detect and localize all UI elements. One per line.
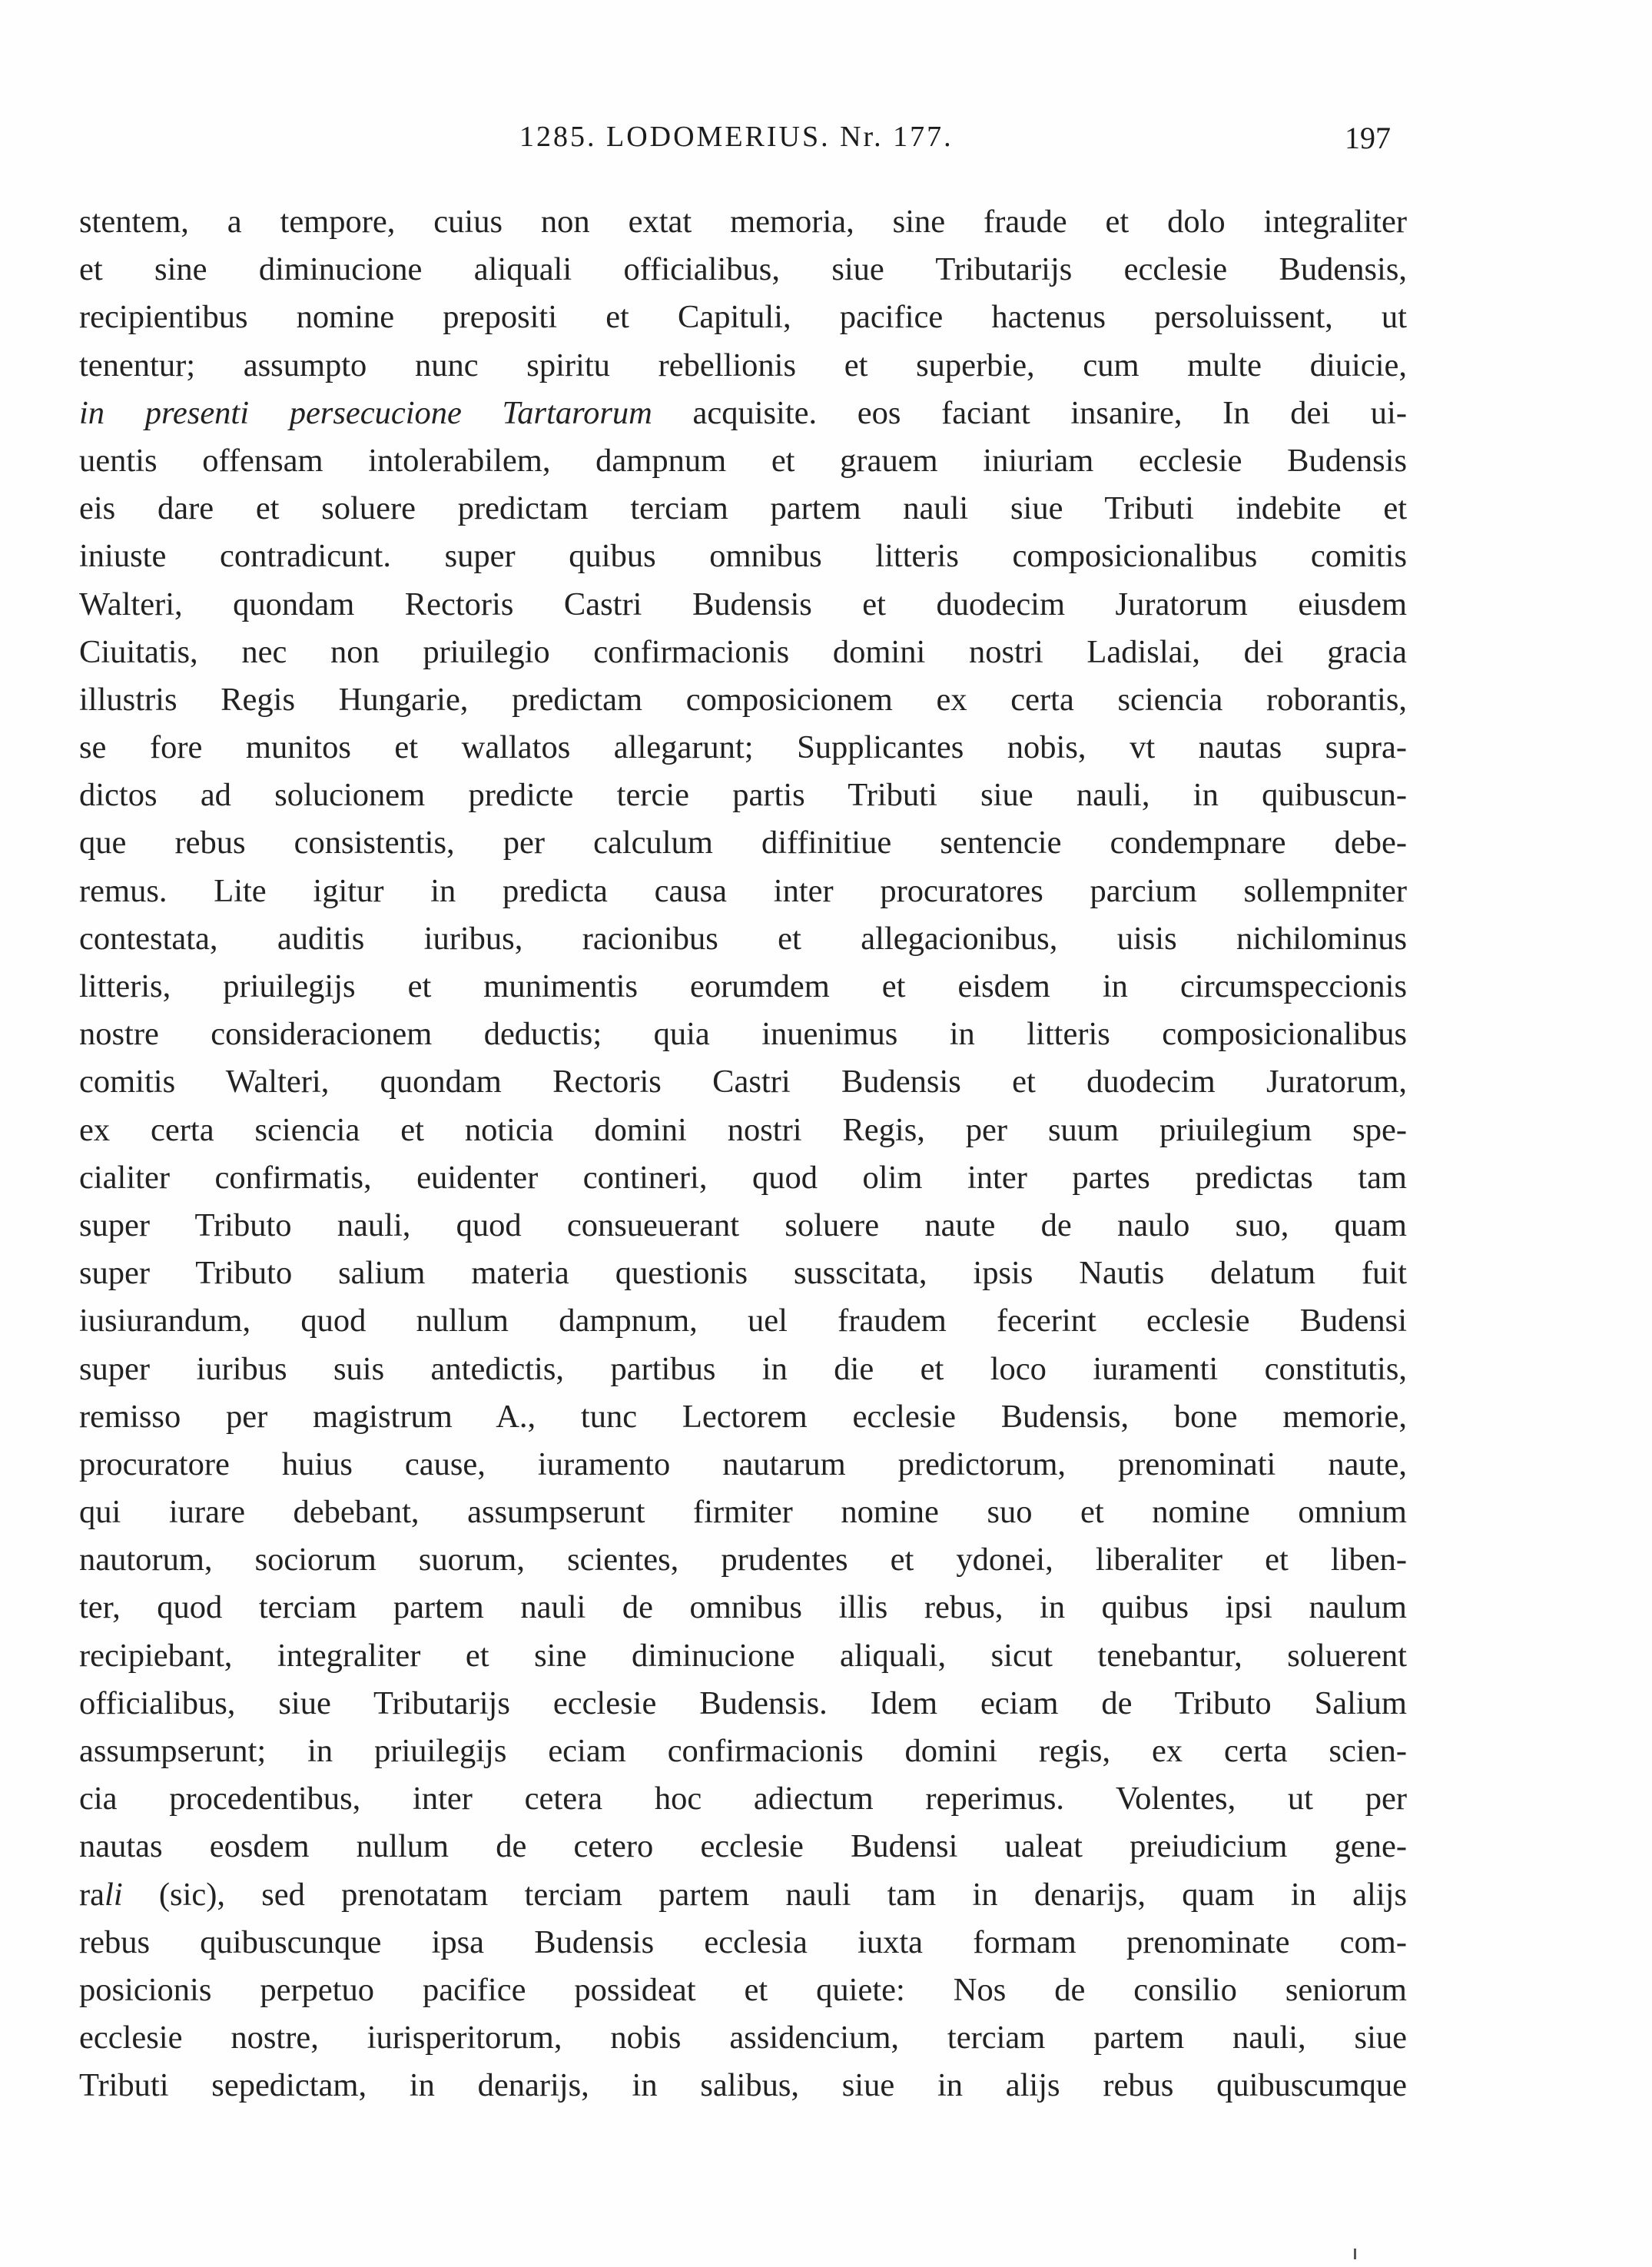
text-line: ecclesie nostre, iurisperitorum, nobis assidencium, terciam partem nauli, siue <box>79 2020 1407 2056</box>
text-line: tenentur; assumpto nunc spiritu rebellionis et superbie, cum multe diuicie, <box>79 347 1407 383</box>
page-number: 197 <box>1345 121 1391 155</box>
text-line: nostre consideracionem deductis; quia inuenimus in litteris composicionalibus <box>79 1016 1407 1053</box>
text-line: iniuste contradicunt. super quibus omnibus litteris composicionalibus comitis <box>79 538 1407 575</box>
text-segment: (sic), sed prenotatam terciam partem nauli tam in denarijs, quam in alijs <box>122 1876 1407 1913</box>
text-line: officialibus, siue Tributarijs ecclesie Budensis. Idem eciam de Tributo Salium <box>79 1684 1407 1721</box>
text-line: recipiebant, integraliter et sine diminucione aliquali, sicut tenebantur, soluerent <box>79 1637 1407 1674</box>
text-line: remus. Lite igitur in predicta causa inter procuratores parcium sollempniter <box>79 872 1407 909</box>
text-line: cia procedentibus, inter cetera hoc adiectum reperimus. Volentes, ut per <box>79 1781 1407 1817</box>
text-line: iusiurandum, quod nullum dampnum, uel fraudem fecerint ecclesie Budensi <box>79 1303 1407 1339</box>
text-line: cialiter confirmatis, euidenter contineri, quod olim inter partes predictas tam <box>79 1159 1407 1196</box>
text-line: ex certa sciencia et noticia domini nostri Regis, per suum priuilegium spe- <box>79 1111 1407 1148</box>
text-line: super Tributo salium materia questionis susscitata, ipsis Nautis delatum fuit <box>79 1255 1407 1292</box>
header-title: 1285. LODOMERIUS. Nr. 177. <box>519 121 954 153</box>
running-head <box>0 120 1652 166</box>
text-line <box>79 390 1407 437</box>
text-line: super Tributo nauli, quod consueuerant soluere naute de naulo suo, quam <box>79 1207 1407 1243</box>
text-line: Ciuitatis, nec non priuilegio confirmacionis domini nostri Ladislai, dei gracia <box>79 633 1407 670</box>
italic-fragment: li <box>104 1876 123 1913</box>
text-line: litteris, priuilegijs et munimentis eorumdem et eisdem in circumspeccionis <box>79 968 1407 1004</box>
text-line: procuratore huius cause, iuramento nautarum predictorum, prenominati naute, <box>79 1446 1407 1482</box>
text-line: qui iurare debebant, assumpserunt firmiter nomine suo et nomine omnium <box>79 1494 1407 1531</box>
text-line: ter, quod terciam partem nauli de omnibus illis rebus, in quibus ipsi naulum <box>79 1589 1407 1626</box>
text-line: remisso per magistrum A., tunc Lectorem ecclesie Budensis, bone memorie, <box>79 1398 1407 1435</box>
text-line: super iuribus suis antedictis, partibus in die et loco iuramenti constitutis, <box>79 1350 1407 1387</box>
text-line: contestata, auditis iuribus, racionibus et allegacionibus, uisis nichilominus <box>79 920 1407 957</box>
text-line <box>79 1871 1407 1919</box>
italic-phrase: in presenti persecucione Tartarorum <box>79 394 652 431</box>
text-line: Tributi sepedictam, in denarijs, in salibus, siue in alijs rebus quibuscumque <box>79 2067 1407 2104</box>
text-segment: ra <box>79 1876 105 1913</box>
text-line: assumpserunt; in priuilegijs eciam confirmacionis domini regis, ex certa scien- <box>79 1733 1407 1769</box>
text-line: nautorum, sociorum suorum, scientes, prudentes et ydonei, liberaliter et liben- <box>79 1542 1407 1578</box>
text-line: Walteri, quondam Rectoris Castri Budensis et duodecim Juratorum eiusdem <box>79 586 1407 622</box>
text-line: comitis Walteri, quondam Rectoris Castri Budensis et duodecim Juratorum, <box>79 1064 1407 1100</box>
text-segment: acquisite. eos faciant insanire, In dei ui- <box>652 394 1407 431</box>
text-line: recipientibus nomine prepositi et Capituli, pacifice hactenus persoluissent, ut <box>79 299 1407 336</box>
text-line: stentem, a tempore, cuius non extat memoria, sine fraude et dolo integraliter <box>79 204 1407 240</box>
text-line: et sine diminucione aliquali officialibus, siue Tributarijs ecclesie Budensis, <box>79 251 1407 288</box>
print-mark <box>1354 2249 1356 2259</box>
text-line: illustris Regis Hungarie, predictam composicionem ex certa sciencia roborantis, <box>79 681 1407 718</box>
body-text <box>79 198 1407 2110</box>
text-line: eis dare et soluere predictam terciam partem nauli siue Tributi indebite et <box>79 490 1407 527</box>
text-line: uentis offensam intolerabilem, dampnum et grauem iniuriam ecclesie Budensis <box>79 442 1407 479</box>
text-line: posicionis perpetuo pacifice possideat et quiete: Nos de consilio seniorum <box>79 1971 1407 2008</box>
text-line: nautas eosdem nullum de cetero ecclesie Budensi ualeat preiudicium gene- <box>79 1828 1407 1865</box>
text-line: se fore munitos et wallatos allegarunt; Supplicantes nobis, vt nautas supra- <box>79 729 1407 766</box>
text-line: rebus quibuscunque ipsa Budensis ecclesia iuxta formam prenominate com- <box>79 1923 1407 1960</box>
text-line: que rebus consistentis, per calculum diffinitiue sentencie condempnare debe- <box>79 825 1407 861</box>
text-line: dictos ad solucionem predicte tercie partis Tributi siue nauli, in quibuscun- <box>79 777 1407 814</box>
